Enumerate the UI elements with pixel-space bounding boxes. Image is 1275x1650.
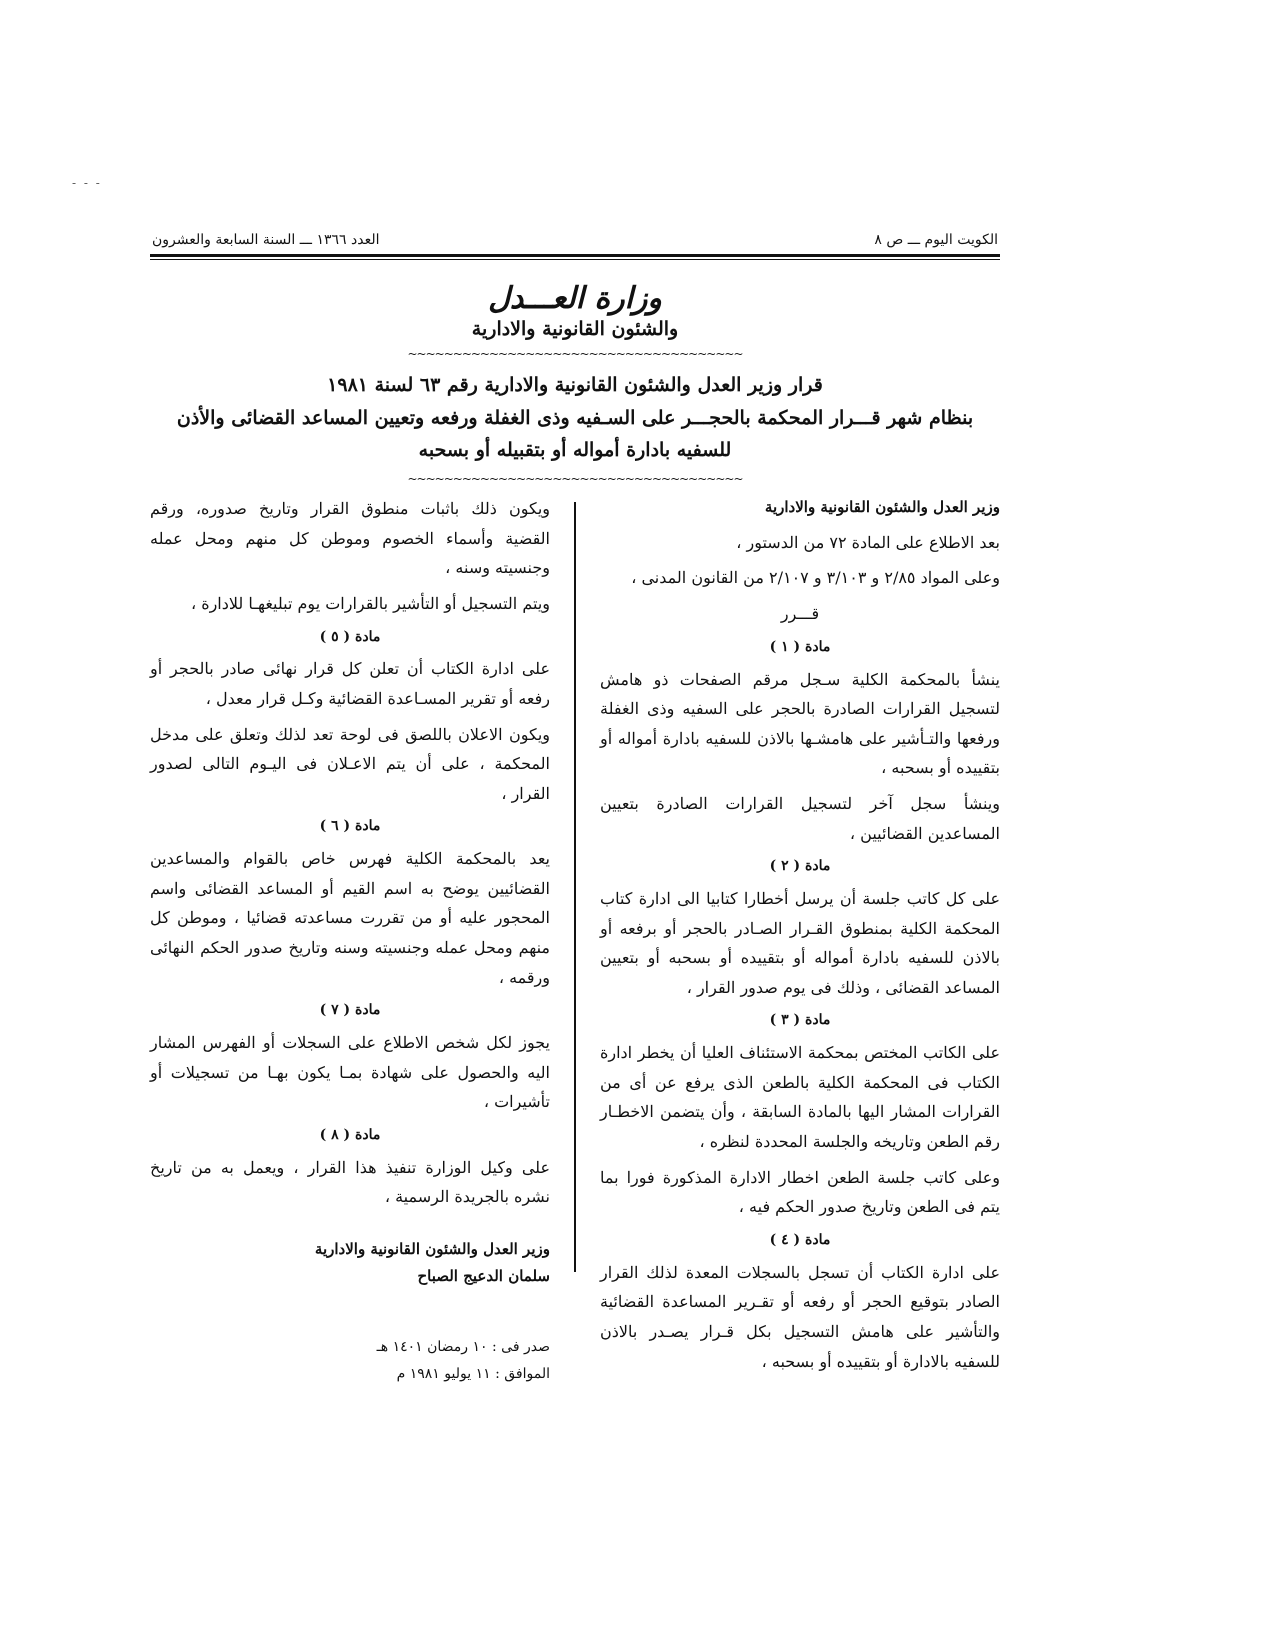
preamble-constitution: بعد الاطلاع على المادة ٧٢ من الدستور ، [736, 532, 1000, 552]
minister-title: وزير العدل والشئون القانونية والادارية [764, 498, 1000, 517]
article-5-para-2: ويكون الاعلان باللصق فى لوحة تعد لذلك وتعلق على مدخل المحكمة ، على أن يتم الاعـلان فى اليـوم التالى لصدور القرار ، [150, 724, 550, 803]
signatory-name: سلمان الدعيج الصباح [417, 1266, 550, 1285]
ministry-name: وزارة العـــدل [488, 281, 662, 316]
ministry-subtitle: والشئون القانونية والادارية [471, 317, 679, 340]
running-header [150, 232, 1000, 252]
right-column [600, 494, 1000, 1387]
decree-title-line-1: قرار وزير العدل والشئون القانونية والادارية رقم ٦٣ لسنة ١٩٨١ [327, 374, 823, 397]
article-5-para-1: على ادارة الكتاب أن تعلن كل قرار نهائى صادر بالحجر أو رفعه أو تقرير المسـاعدة القضائية وكـل قرار معدل ، [150, 659, 550, 708]
article-4-label: مادة ( ٤ ) [769, 1231, 831, 1248]
issue-date-hijri: صدر فى : ١٠ رمضان ١٤٠١ هـ [376, 1338, 550, 1355]
header-page-info: الكويت اليوم ـــ ص ٨ [874, 232, 998, 248]
decree-title [150, 369, 1000, 466]
article-2-label: مادة ( ٢ ) [769, 858, 831, 875]
article-1-label: مادة ( ١ ) [769, 638, 831, 655]
article-8-para-1: على وكيل الوزارة تنفيذ هذا القرار ، ويعمل به من تاريخ نشره بالجريدة الرسمية ، [150, 1157, 550, 1207]
decree-title-line-3: للسفيه بادارة أمواله أو بتقبيله أو بسحبه [418, 438, 732, 461]
ministry-heading [150, 280, 1000, 341]
ornament-divider: ~~~~~~~~~~~~~~~~~~~~~~~~~~~~~~~~~~~~~ [407, 347, 743, 362]
article-3-label: مادة ( ٣ ) [769, 1012, 831, 1029]
top-margin-mark: - - - [72, 176, 102, 190]
article-6-para-1: يعد بالمحكمة الكلية فهرس خاص بالقوام والمساعدين القضائيين يوضح به اسم القيم أو المساعد القضائى واسم المحجور عليه أو من تقررت مساعدته قضائيا ، وموطن كل منهم ومحل عمله وجنسيته وسنه وتاريخ صدور الحكم النهائى ورقمه ، [150, 849, 550, 987]
header-issue-info: العدد ١٣٦٦ ـــ السنة السابعة والعشرون [152, 232, 380, 248]
article-8-label: مادة ( ٨ ) [319, 1126, 381, 1143]
issue-date-block [290, 1334, 550, 1387]
decided-label: قـــرر [780, 604, 820, 624]
left-column [150, 494, 550, 1387]
header-rule-thin [150, 259, 1000, 260]
article-5-label: مادة ( ٥ ) [319, 628, 381, 645]
column-divider [574, 502, 576, 1272]
article-2-para-1: على كل كاتب جلسة أن يرسل أخطارا كتابيا الى ادارة كتاب المحكمة الكلية بمنطوق القـرار الصـادر بالحجر أو برفعه أو بالاذن للسفيه بادارة أمواله أو بتقييده أو بسحبه أو بتعيين المساعد القضائى ، وذلك فى يوم صدور القرار ، [600, 889, 1000, 997]
preamble-civil-law: وعلى المواد ٢/٨٥ و ٣/١٠٣ و ٢/١٠٧ من القانون المدنى ، [631, 568, 1000, 588]
article-6-label: مادة ( ٦ ) [319, 818, 381, 835]
decree-title-line-2: بنظام شهر قـــرار المحكمة بالحجـــر على السـفيه وذى الغفلة ورفعه وتعيين المساعد القضائى والأذن [176, 406, 974, 429]
article-7-para-1: يجوز لكل شخص الاطلاع على السجلات أو الفهرس المشار اليه والحصول على شهادة بمـا يكون بهـا من تسجيلات أو تأشيرات ، [150, 1033, 550, 1112]
article-7-label: مادة ( ٧ ) [319, 1002, 381, 1019]
article-3-para-1: على الكاتب المختص بمحكمة الاستئناف العليا أن يخطر ادارة الكتاب فى المحكمة الكلية بالطعن الذى يرفع عن أى من القرارات المشار اليها بالمادة السابقة ، وأن يتضمن الاخطـار رقم الطعن وتاريخه والجلسة المحددة لنظره ، [600, 1043, 1000, 1152]
article-4-para-3: ويتم التسجيل أو التأشير بالقرارات يوم تبليغهـا للادارة ، [190, 593, 550, 613]
gazette-page [150, 232, 1000, 1387]
article-3-para-2: وعلى كاتب جلسة الطعن اخطار الادارة المذكورة فورا بما يتم فى الطعن وتاريخ صدور الحكم فيه ، [600, 1167, 1000, 1217]
signature-block [150, 1236, 550, 1290]
article-1-para-2: وينشأ سجل آخر لتسجيل القرارات الصادرة بتعيين المساعدين القضائيين ، [600, 793, 1000, 843]
article-4-para-1: على ادارة الكتاب أن تسجل بالسجلات المعدة لذلك القرار الصادر بتوقيع الحجر أو رفعه أو تقـرير المساعدة القضائية والتأشير على هامش التسجيل بكل قـرار يصـدر بالاذن للسفيه بالادارة أو بتقييده أو بسحبه ، [600, 1262, 1000, 1371]
article-1-para-1: ينشأ بالمحكمة الكلية سـجل مرقم الصفحات ذو هامش لتسجيل القرارات الصادرة بالحجر على السفيه وذى الغفلة ورفعها والتـأشير على هامشـها بالاذن للسفيه بادارة أمواله أو بتقييده أو بسحبه ، [600, 669, 1000, 778]
issue-date-gregorian: الموافق : ١١ يوليو ١٩٨١ م [396, 1365, 550, 1382]
signatory-title: وزير العدل والشئون القانونية والادارية [314, 1239, 550, 1258]
ornament-divider-2: ~~~~~~~~~~~~~~~~~~~~~~~~~~~~~~~~~~~~~ [407, 472, 743, 487]
article-4-para-2: ويكون ذلك باثبات منطوق القرار وتاريخ صدوره، ورقم القضية وأسماء الخصوم وموطن كل منهم ومحل عمله وجنسيته وسنه ، [150, 499, 550, 578]
header-rule [150, 254, 1000, 257]
body-columns [150, 494, 1000, 1387]
